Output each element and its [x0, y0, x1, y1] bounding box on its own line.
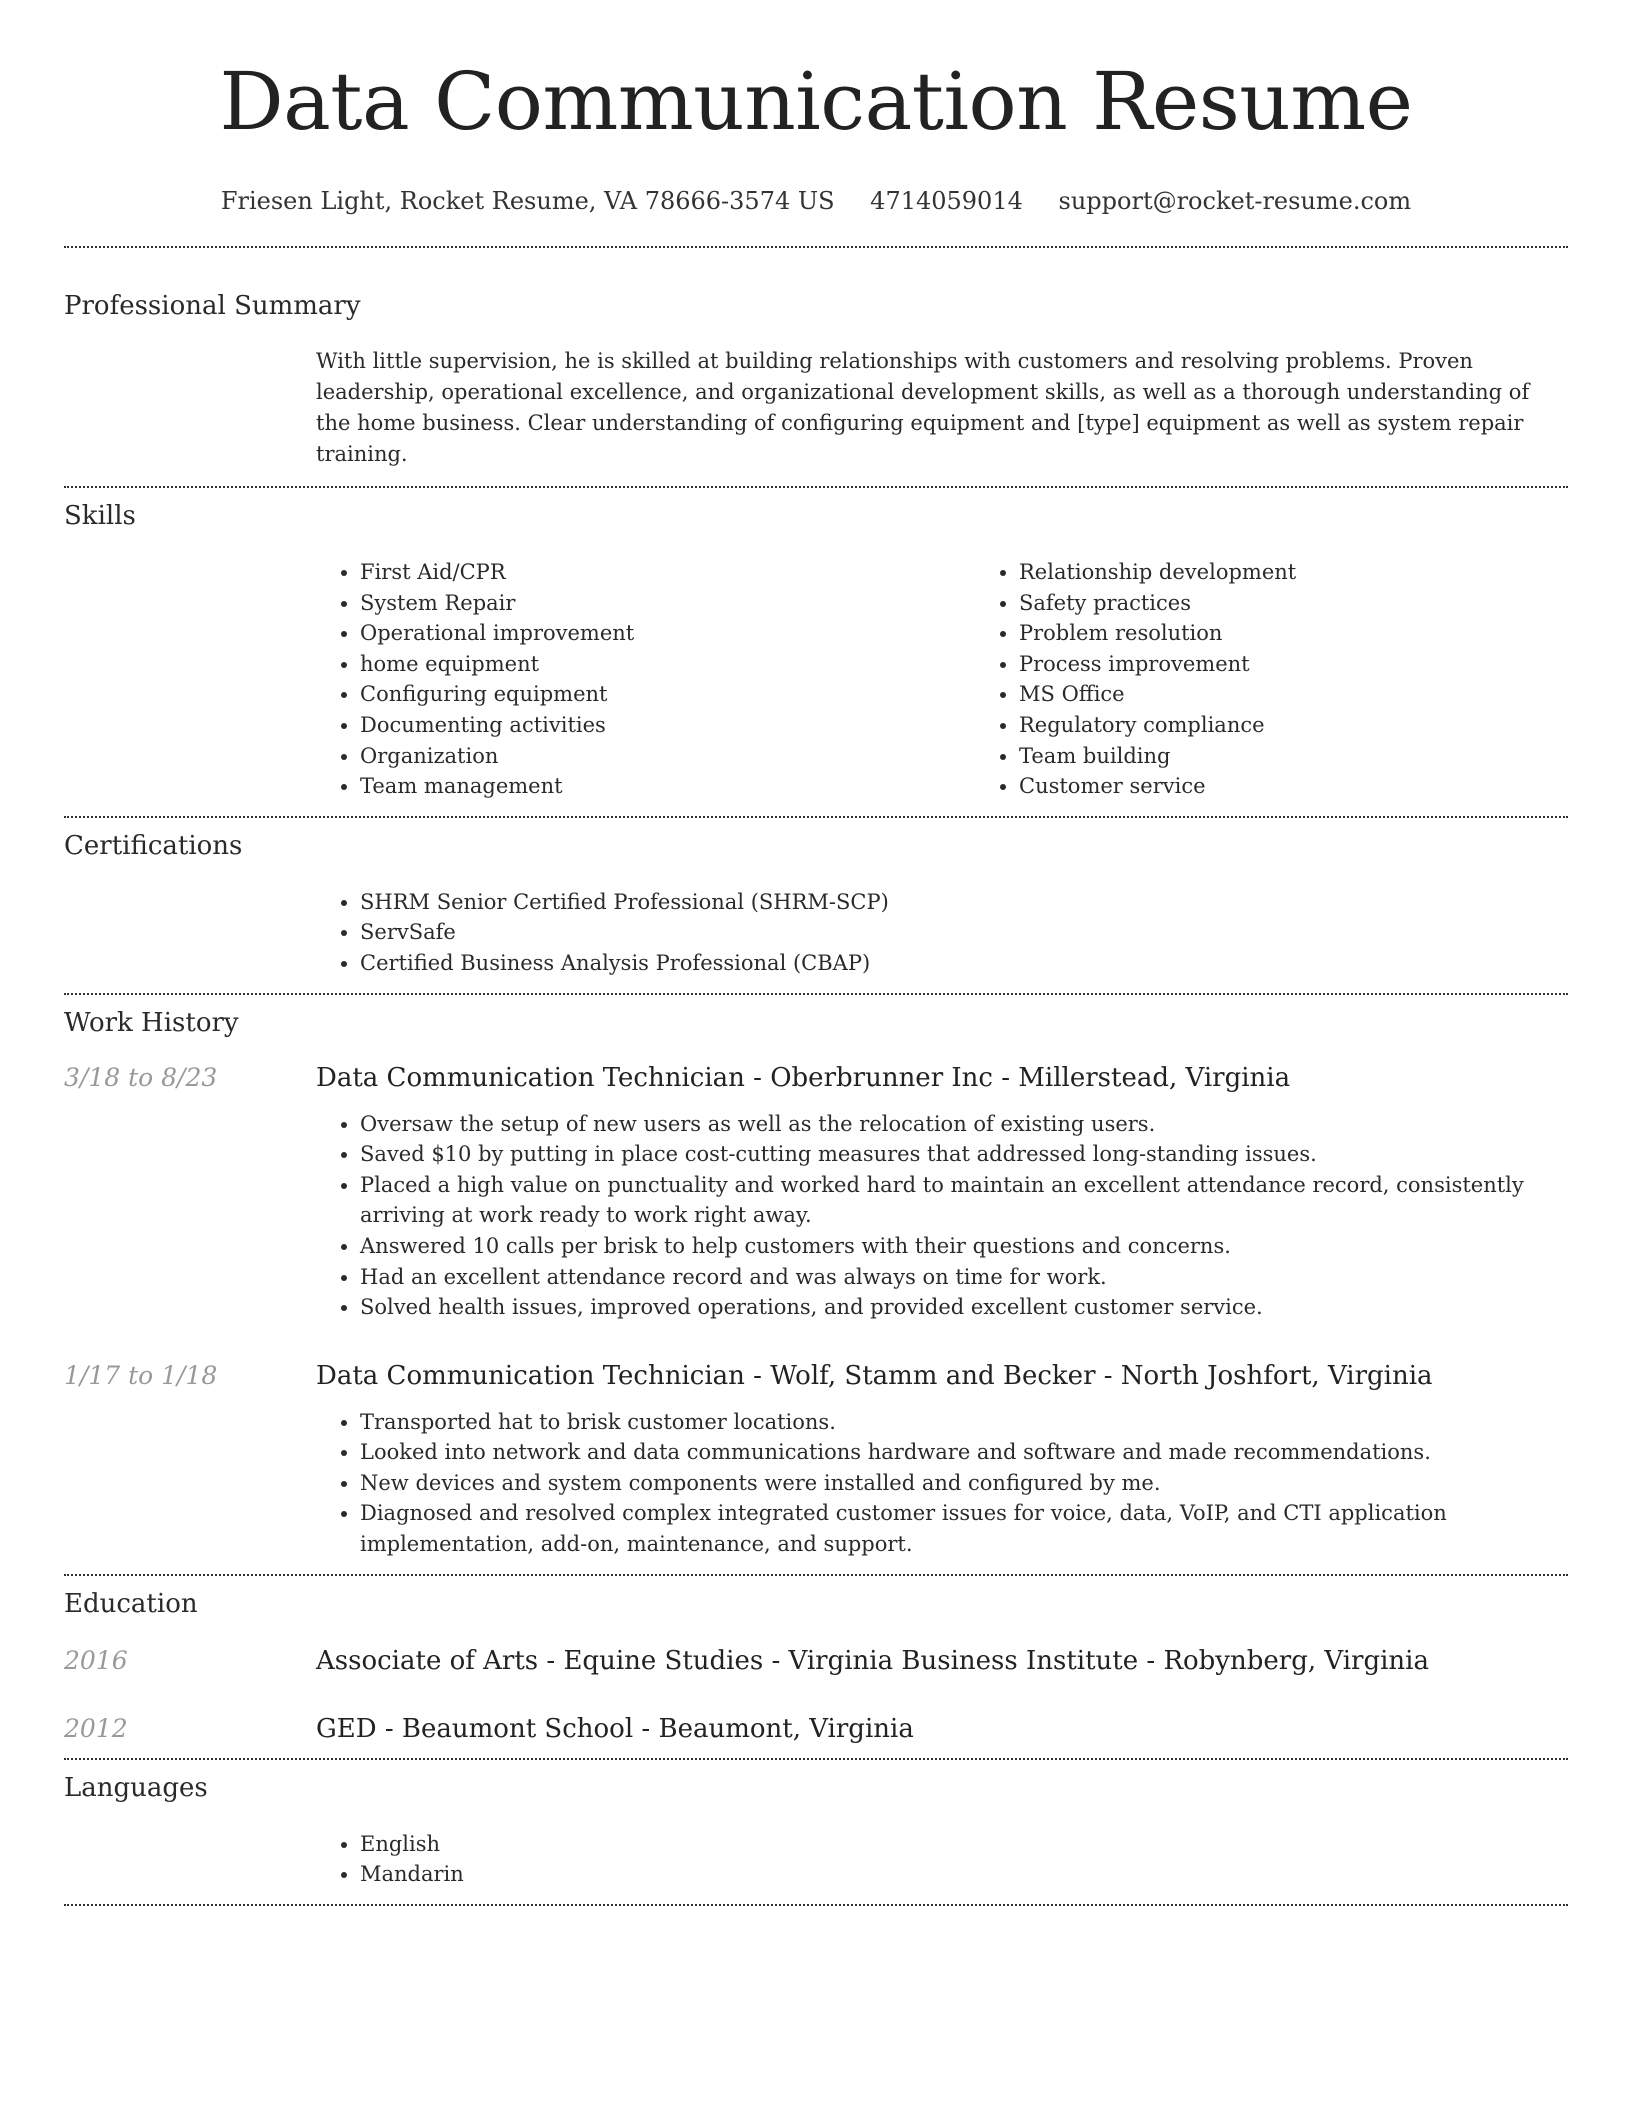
job-entry	[64, 1061, 1568, 1323]
certifications-heading: Certifications	[64, 830, 243, 861]
duty-item: • Transported hat to brisk customer locations.	[360, 1407, 1568, 1438]
skill-item: • Documenting activities	[360, 710, 975, 741]
certification-item: • Certified Business Analysis Professional (CBAP)	[360, 948, 1568, 979]
certification-item: • ServSafe	[360, 917, 1568, 948]
certifications-section	[64, 818, 1568, 993]
job-title: Data Communication Technician - Oberbrunner Inc - Millerstead, Virginia	[316, 1062, 1291, 1093]
education-heading: Education	[64, 1588, 198, 1619]
languages-section	[64, 1760, 1568, 1904]
skill-item: • Team management	[360, 771, 975, 802]
summary-section	[64, 248, 1568, 486]
education-detail: Associate of Arts - Equine Studies - Virginia Business Institute - Robynberg, Virginia	[316, 1645, 1429, 1676]
work-history-heading: Work History	[64, 1007, 239, 1038]
duty-item: • Had an excellent attendance record and was always on time for work.	[360, 1262, 1568, 1293]
languages-heading: Languages	[64, 1772, 208, 1803]
skill-item: • Problem resolution	[1019, 618, 1632, 649]
job-duties	[316, 1109, 1568, 1323]
education-year: 2012	[64, 1713, 128, 1743]
divider	[64, 1904, 1568, 1906]
contact-phone: 4714059014	[870, 187, 1023, 215]
job-dates: 1/17 to 1/18	[64, 1360, 218, 1390]
duty-item: • New devices and system components were installed and configured by me.	[360, 1468, 1568, 1499]
education-detail: GED - Beaumont School - Beaumont, Virginia	[316, 1713, 914, 1744]
education-entry	[64, 1712, 1568, 1746]
duty-item: • Solved health issues, improved operations, and provided excellent customer service.	[360, 1292, 1568, 1323]
job-dates: 3/18 to 8/23	[64, 1062, 218, 1092]
skill-item: • Safety practices	[1019, 588, 1632, 619]
skills-list-right	[975, 557, 1632, 802]
duty-item: • Saved $10 by putting in place cost-cutting measures that addressed long-standing issues.	[360, 1139, 1568, 1170]
duty-item: • Placed a high value on punctuality and worked hard to maintain an excellent attendance record, consistently arriving at work ready to work right away.	[360, 1170, 1568, 1231]
skill-item: • Customer service	[1019, 771, 1632, 802]
skills-section	[64, 488, 1568, 816]
language-item: • English	[360, 1829, 1568, 1860]
skills-list-left	[316, 557, 975, 802]
resume-title: Data Communication Resume	[219, 55, 1413, 148]
certification-item: • SHRM Senior Certified Professional (SHRM-SCP)	[360, 887, 1568, 918]
skill-item: • Process improvement	[1019, 649, 1632, 680]
skill-item: • Operational improvement	[360, 618, 975, 649]
skills-heading: Skills	[64, 501, 136, 531]
education-entry	[64, 1644, 1568, 1678]
skill-item: • Relationship development	[1019, 557, 1632, 588]
skill-item: • home equipment	[360, 649, 975, 680]
duty-item: • Answered 10 calls per brisk to help customers with their questions and concerns.	[360, 1231, 1568, 1262]
contact-email: support@rocket-resume.com	[1058, 187, 1412, 215]
skill-item: • First Aid/CPR	[360, 557, 975, 588]
education-section	[64, 1576, 1568, 1758]
job-entry	[64, 1359, 1568, 1560]
skill-item: • Organization	[360, 741, 975, 772]
contact-line	[64, 186, 1568, 216]
duty-item: • Oversaw the setup of new users as well as the relocation of existing users.	[360, 1109, 1568, 1140]
skill-item: • Regulatory compliance	[1019, 710, 1632, 741]
skill-item: • Configuring equipment	[360, 679, 975, 710]
duty-item: • Diagnosed and resolved complex integrated customer issues for voice, data, VoIP, and CTI application implementation, add-on, maintenance, and support.	[360, 1498, 1568, 1559]
work-history-section	[64, 995, 1568, 1574]
contact-address: Friesen Light, Rocket Resume, VA 78666-3574 US	[220, 187, 835, 215]
language-item: • Mandarin	[360, 1859, 1568, 1890]
certifications-list	[316, 887, 1568, 979]
languages-list	[316, 1829, 1568, 1890]
skill-item: • System Repair	[360, 588, 975, 619]
job-duties	[316, 1407, 1568, 1560]
summary-heading: Professional Summary	[64, 291, 361, 321]
skill-item: • Team building	[1019, 741, 1632, 772]
summary-text: With little supervision, he is skilled at building relationships with customers and resolving problems. Proven leadership, operational excellence, and organizational development skills, as well as a thorough understanding of the home business. Clear understanding of configuring equipment and [type] equipment as well as system repair training.	[316, 349, 1530, 466]
duty-item: • Looked into network and data communications hardware and software and made recommendations.	[360, 1437, 1568, 1468]
education-year: 2016	[64, 1645, 128, 1675]
skill-item: • MS Office	[1019, 679, 1632, 710]
job-title: Data Communication Technician - Wolf, Stamm and Becker - North Joshfort, Virginia	[316, 1360, 1433, 1391]
